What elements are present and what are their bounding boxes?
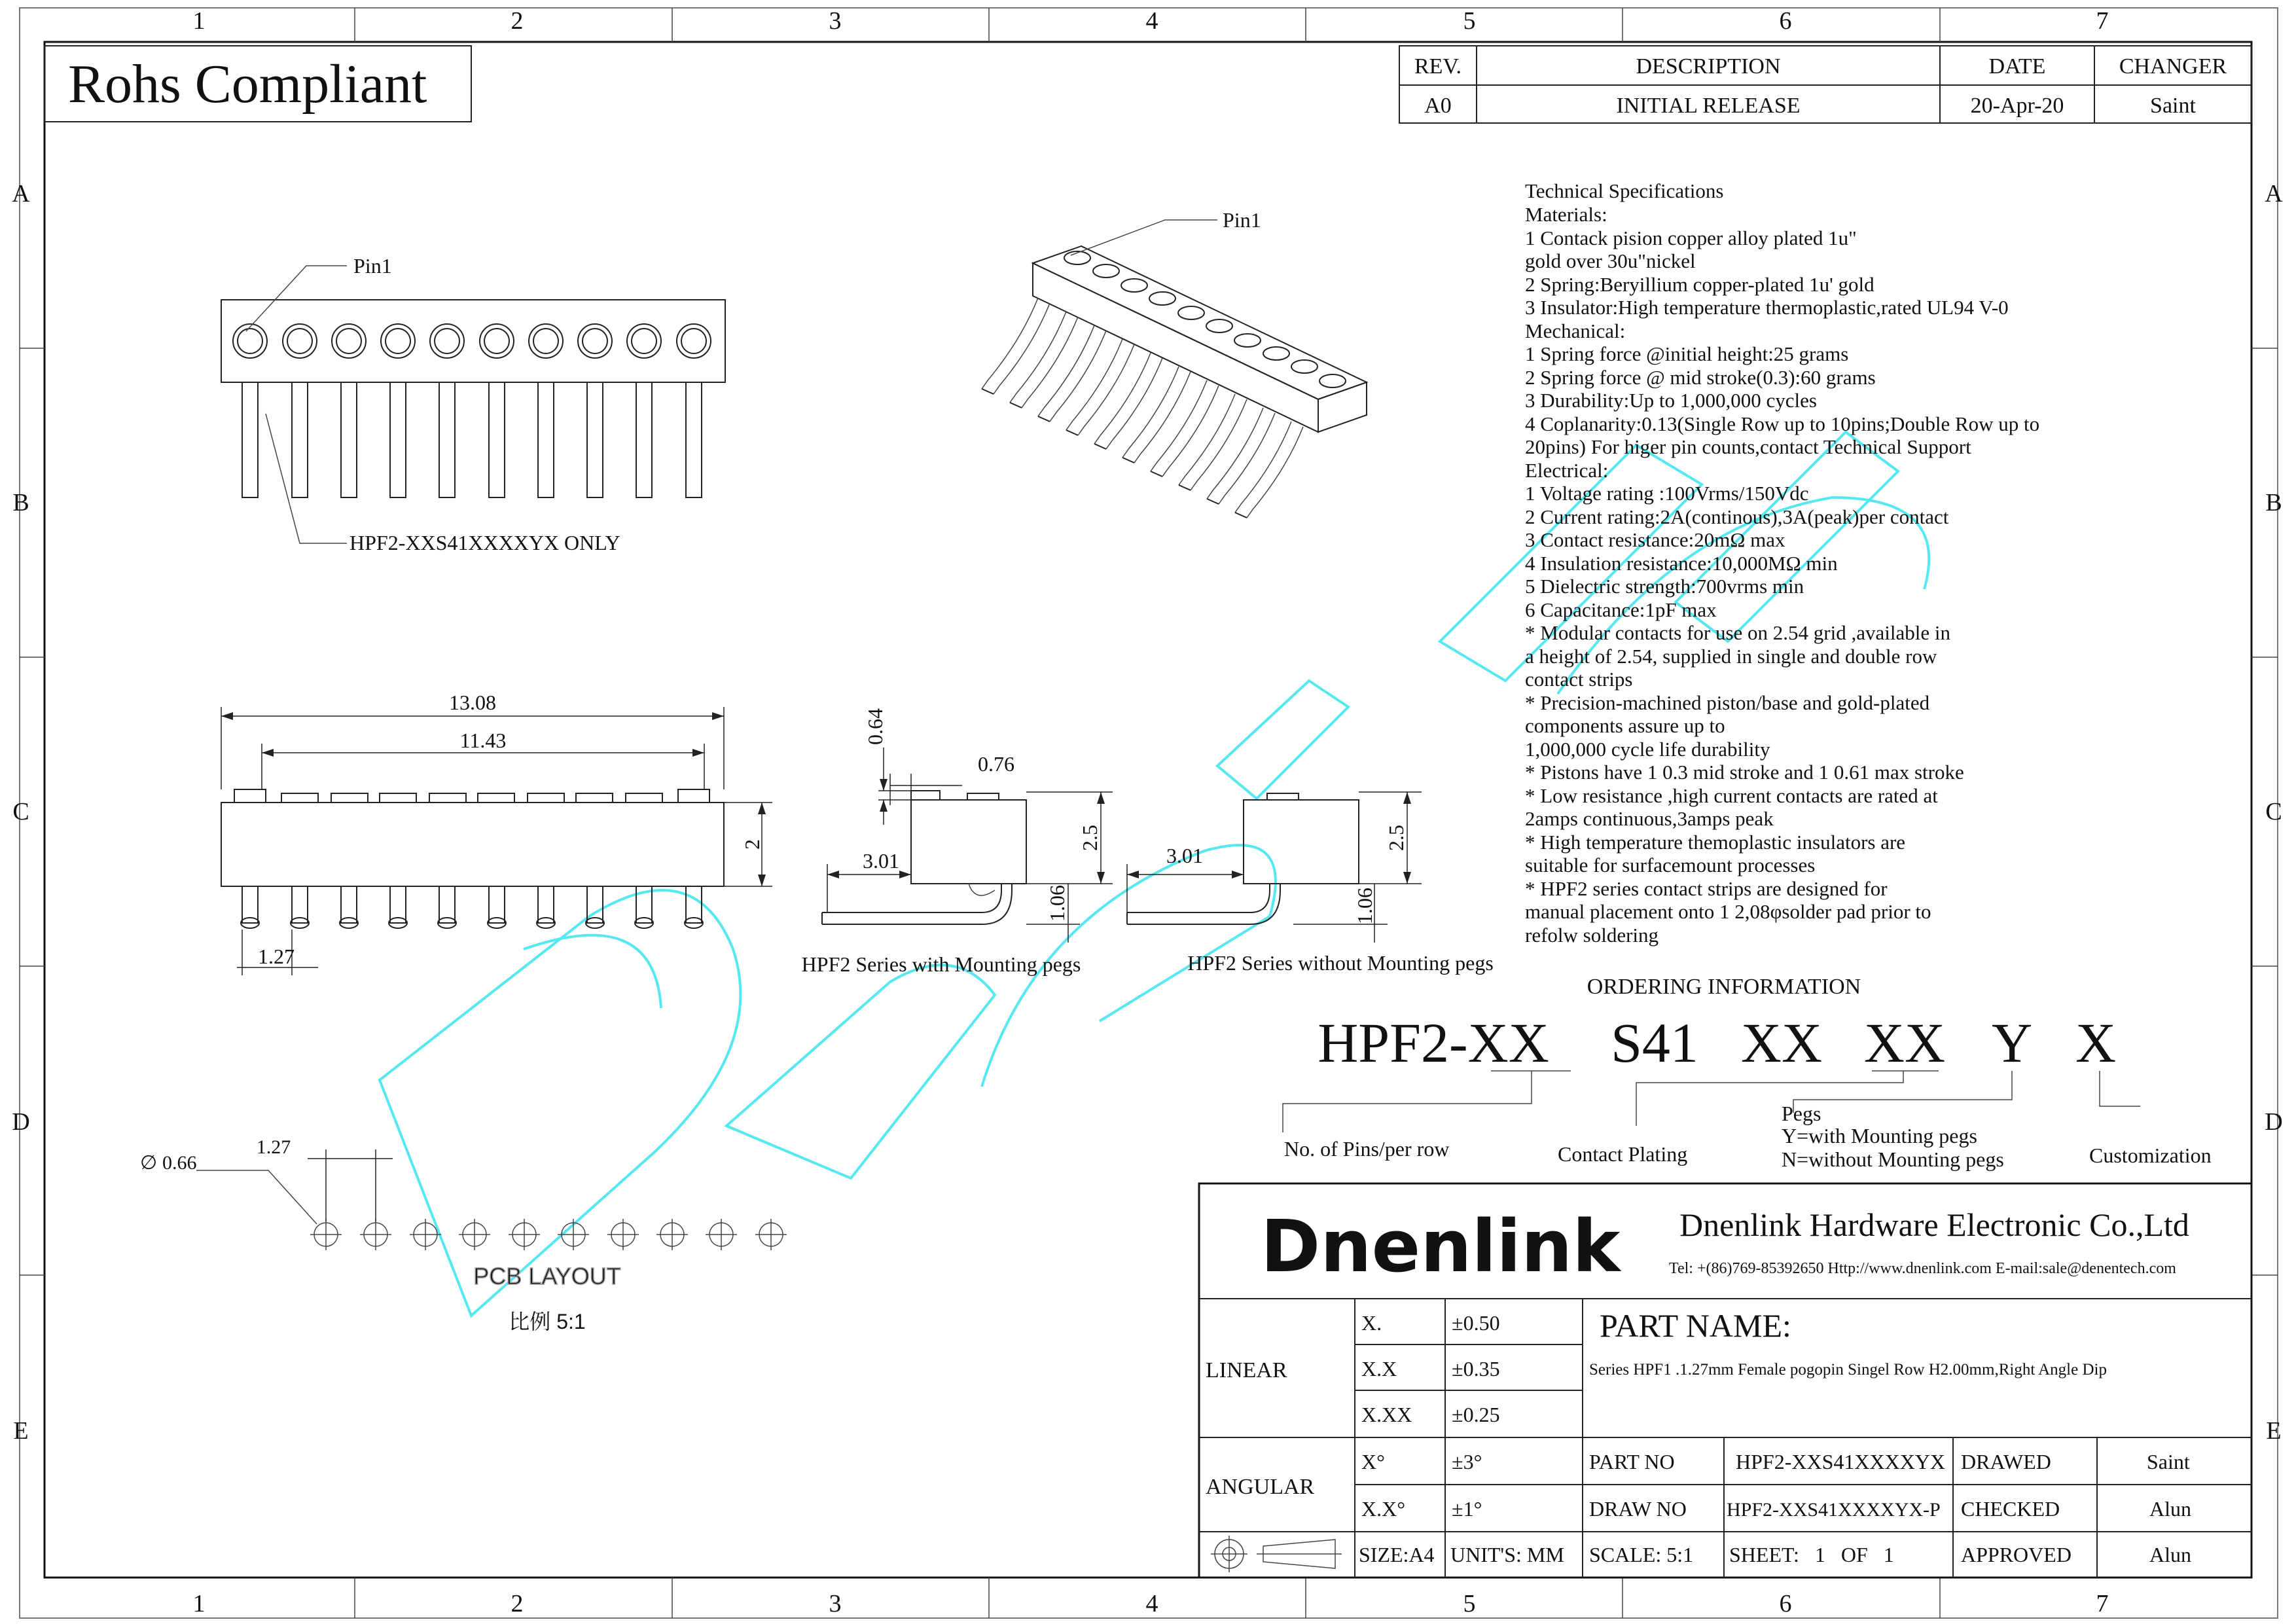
row-label-e: E bbox=[13, 1417, 29, 1445]
row-label-b-right: B bbox=[2265, 489, 2282, 516]
tol-key: X.XX bbox=[1361, 1403, 1412, 1426]
spec-line: 3 Insulator:High temperature thermoplastic,rated UL94 V-0 bbox=[1525, 296, 2009, 319]
spec-line: 2 Spring force @ mid stroke(0.3):60 grams bbox=[1525, 366, 1876, 389]
col-label-1: 1 bbox=[192, 7, 206, 35]
rev-cell-changer: Saint bbox=[2150, 94, 2196, 118]
caption-without-pegs: HPF2 Series without Mounting pegs bbox=[1187, 951, 1494, 975]
technical-specifications bbox=[1525, 179, 2039, 947]
label-no-of-pins: No. of Pins/per row bbox=[1284, 1137, 1450, 1161]
spec-line: 1 Voltage rating :100Vrms/150Vdc bbox=[1525, 482, 1809, 505]
dim-2-5-with: 2.5 bbox=[1078, 825, 1102, 851]
tol-key: X. bbox=[1361, 1311, 1382, 1335]
approved-label: APPROVED bbox=[1961, 1543, 2072, 1566]
spec-line: refolw soldering bbox=[1525, 924, 1659, 947]
dim-3-01-without: 3.01 bbox=[1166, 844, 1203, 867]
row-label-e-right: E bbox=[2266, 1417, 2282, 1445]
tol-value: ±0.50 bbox=[1452, 1311, 1500, 1335]
dim-0-76: 0.76 bbox=[978, 752, 1014, 776]
row-label-c-right: C bbox=[2265, 798, 2282, 825]
dim-2: 2 bbox=[740, 839, 764, 850]
drawed-label: DRAWED bbox=[1961, 1450, 2051, 1473]
draw-no-value: HPF2-XXS41XXXXYX-P bbox=[1727, 1499, 1941, 1521]
tol-key: X° bbox=[1361, 1450, 1385, 1473]
spec-line: 3 Durability:Up to 1,000,000 cycles bbox=[1525, 389, 1817, 412]
size-field: SIZE:A4 bbox=[1359, 1543, 1435, 1566]
row-label-d-right: D bbox=[2265, 1108, 2283, 1136]
spec-line: 4 Insulation resistance:10,000MΩ min bbox=[1525, 552, 1838, 575]
caption-with-pegs: HPF2 Series with Mounting pegs bbox=[801, 952, 1081, 976]
part-name-label: PART NAME: bbox=[1600, 1307, 1791, 1344]
company-contact: Tel: +(86)769-85392650 Http://www.dnenlink.com E-mail:sale@denentech.com bbox=[1669, 1260, 2176, 1277]
col-label-5-bottom: 5 bbox=[1463, 1590, 1476, 1617]
col-label-4: 4 bbox=[1145, 7, 1158, 35]
sheet-field: SHEET: 1 OF 1 bbox=[1729, 1543, 1894, 1566]
rev-cell-date: 20-Apr-20 bbox=[1970, 94, 2064, 118]
row-label-d: D bbox=[12, 1108, 30, 1136]
tol-key: X.X bbox=[1361, 1357, 1397, 1380]
spec-line: * Modular contacts for use on 2.54 grid ,available in bbox=[1525, 621, 1950, 644]
ordering-title: ORDERING INFORMATION bbox=[1587, 975, 1861, 999]
spec-line: 2 Spring:Beryillium copper-plated 1u' gold bbox=[1525, 273, 1874, 296]
col-label-3-bottom: 3 bbox=[829, 1590, 842, 1617]
row-labels-right bbox=[2265, 180, 2283, 1445]
col-label-6-bottom: 6 bbox=[1779, 1590, 1792, 1617]
spec-line: suitable for surfacemount processes bbox=[1525, 854, 1816, 876]
revision-table bbox=[1399, 46, 2251, 123]
part-no-label: PART NO bbox=[1589, 1450, 1675, 1473]
spec-line: 20pins) For higer pin counts,contact Technical Support bbox=[1525, 435, 1971, 458]
col-label-2-bottom: 2 bbox=[511, 1590, 524, 1617]
label-pegs: Pegs bbox=[1782, 1102, 1821, 1125]
drawed-value: Saint bbox=[2147, 1450, 2190, 1473]
col-label-6: 6 bbox=[1779, 7, 1792, 35]
top-view-pin1-label: Pin1 bbox=[353, 254, 392, 278]
rev-cell-rev: A0 bbox=[1424, 94, 1452, 118]
part-name-value: Series HPF1 .1.27mm Female pogopin Singel Row H2.00mm,Right Angle Dip bbox=[1589, 1361, 2107, 1379]
tol-key: X.X° bbox=[1361, 1497, 1406, 1521]
spec-line: * Precision-machined piston/base and gold-plated bbox=[1525, 691, 1930, 714]
row-labels-left bbox=[12, 180, 30, 1445]
scale-field: SCALE: 5:1 bbox=[1589, 1543, 1694, 1566]
spec-line: Electrical: bbox=[1525, 459, 1609, 482]
dim-11-43: 11.43 bbox=[459, 729, 507, 752]
label-pegs-n: N=without Mounting pegs bbox=[1782, 1147, 2004, 1171]
code-part-plating: S41 bbox=[1611, 1011, 1698, 1074]
dim-3-01-with: 3.01 bbox=[863, 849, 899, 873]
column-labels-bottom bbox=[193, 1590, 2109, 1617]
column-labels-top bbox=[193, 7, 2109, 35]
tol-value: ±0.25 bbox=[1452, 1403, 1500, 1426]
units-field: UNIT'S: MM bbox=[1450, 1543, 1564, 1566]
label-customization: Customization bbox=[2089, 1144, 2212, 1167]
dim-1-27: 1.27 bbox=[258, 945, 295, 968]
row-label-a-right: A bbox=[2265, 180, 2283, 208]
rohs-label: Rohs Compliant bbox=[68, 54, 427, 115]
dim-1-06-with: 1.06 bbox=[1045, 885, 1069, 922]
ordering-information bbox=[1283, 975, 2212, 1171]
spec-line: 5 Dielectric strength:700vrms min bbox=[1525, 575, 1804, 598]
spec-line: Technical Specifications bbox=[1525, 179, 1724, 202]
col-label-5: 5 bbox=[1463, 7, 1476, 35]
spec-line: gold over 30u"nickel bbox=[1525, 249, 1696, 272]
spec-line: * HPF2 series contact strips are designed for bbox=[1525, 877, 1888, 900]
pcb-diameter-symbol: ∅ bbox=[140, 1152, 158, 1174]
col-label-4-bottom: 4 bbox=[1145, 1590, 1158, 1617]
col-label-7: 7 bbox=[2096, 7, 2109, 35]
spec-line: 1 Spring force @initial height:25 grams bbox=[1525, 342, 1849, 365]
label-contact-plating: Contact Plating bbox=[1558, 1142, 1688, 1166]
label-pegs-y: Y=with Mounting pegs bbox=[1782, 1124, 1977, 1147]
spec-line: manual placement onto 1 2,08φsolder pad prior to bbox=[1525, 900, 1931, 923]
dim-1-06-without: 1.06 bbox=[1353, 888, 1376, 924]
checked-value: Alun bbox=[2149, 1497, 2191, 1521]
dim-13-08: 13.08 bbox=[449, 691, 496, 714]
col-label-7-bottom: 7 bbox=[2096, 1590, 2109, 1617]
rev-cell-description: INITIAL RELEASE bbox=[1616, 94, 1801, 118]
pcb-scale: 比例 5:1 bbox=[509, 1310, 586, 1333]
title-block bbox=[1199, 1183, 2251, 1578]
dim-2-5-without: 2.5 bbox=[1384, 825, 1408, 851]
rev-header-changer: CHANGER bbox=[2119, 54, 2227, 79]
spec-line: Mechanical: bbox=[1525, 319, 1626, 342]
pcb-layout-label: PCB LAYOUT bbox=[473, 1263, 621, 1290]
draw-no-label: DRAW NO bbox=[1589, 1497, 1687, 1521]
top-view bbox=[221, 254, 725, 554]
rev-header-description: DESCRIPTION bbox=[1636, 54, 1781, 79]
spec-line: * Low resistance ,high current contacts are rated at bbox=[1525, 784, 1938, 807]
code-part-xx2: XX bbox=[1863, 1011, 1946, 1074]
spec-line: components assure up to bbox=[1525, 714, 1725, 737]
row-label-c: C bbox=[12, 798, 29, 825]
pcb-pitch: 1.27 bbox=[256, 1136, 291, 1158]
tol-value: ±3° bbox=[1452, 1450, 1482, 1473]
code-part-series: HPF2-XX bbox=[1318, 1011, 1549, 1074]
col-label-1-bottom: 1 bbox=[192, 1590, 206, 1617]
spec-line: 3 Contact resistance:20mΩ max bbox=[1525, 528, 1785, 551]
spec-line: 2amps continuous,3amps peak bbox=[1525, 807, 1774, 830]
approved-value: Alun bbox=[2149, 1543, 2191, 1566]
side-view-without-pegs bbox=[1127, 792, 1494, 975]
label-angular: ANGULAR bbox=[1206, 1475, 1315, 1499]
side-view-with-pegs bbox=[802, 708, 1113, 976]
dim-0-64: 0.64 bbox=[863, 708, 887, 745]
isometric-view bbox=[982, 208, 1367, 518]
spec-line: a height of 2.54, supplied in single and double row bbox=[1525, 645, 1937, 668]
front-view bbox=[221, 691, 772, 975]
code-part-x: X bbox=[2075, 1011, 2117, 1074]
company-logo: Dnenlink bbox=[1261, 1204, 1621, 1288]
rev-header-date: DATE bbox=[1988, 54, 2046, 79]
checked-label: CHECKED bbox=[1961, 1497, 2060, 1521]
spec-line: * Pistons have 1 0.3 mid stroke and 1 0.61 max stroke bbox=[1525, 761, 1964, 784]
part-no-value: HPF2-XXS41XXXXYX bbox=[1736, 1450, 1946, 1473]
projection-symbol bbox=[1211, 1536, 1342, 1572]
tol-value: ±1° bbox=[1452, 1497, 1482, 1521]
company-name: Dnenlink Hardware Electronic Co.,Ltd bbox=[1679, 1206, 2189, 1243]
spec-line: 1,000,000 cycle life durability bbox=[1525, 738, 1770, 761]
spec-line: 4 Coplanarity:0.13(Single Row up to 10pins;Double Row up to bbox=[1525, 412, 2040, 435]
top-view-note: HPF2-XXS41XXXXYX ONLY bbox=[350, 531, 620, 554]
pcb-diameter: 0.66 bbox=[162, 1152, 197, 1174]
label-linear: LINEAR bbox=[1206, 1358, 1287, 1382]
spec-line: 2 Current rating:2A(continous),3A(peak)per contact bbox=[1525, 505, 1949, 528]
col-label-2: 2 bbox=[511, 7, 524, 35]
spec-line: * High temperature themoplastic insulators are bbox=[1525, 831, 1906, 854]
tol-value: ±0.35 bbox=[1452, 1357, 1500, 1380]
spec-line: contact strips bbox=[1525, 668, 1633, 691]
code-part-xx1: XX bbox=[1740, 1011, 1823, 1074]
row-label-b: B bbox=[12, 489, 29, 516]
iso-view-pin1-label: Pin1 bbox=[1223, 208, 1261, 232]
pcb-layout bbox=[140, 1136, 787, 1333]
spec-line: 1 Contack pision copper alloy plated 1u" bbox=[1525, 226, 1857, 249]
code-part-y: Y bbox=[1991, 1011, 2033, 1074]
spec-line: Materials: bbox=[1525, 203, 1607, 226]
rev-header-rev: REV. bbox=[1414, 54, 1462, 79]
spec-line: 6 Capacitance:1pF max bbox=[1525, 598, 1717, 621]
col-label-3: 3 bbox=[829, 7, 842, 35]
row-label-a: A bbox=[12, 180, 30, 208]
